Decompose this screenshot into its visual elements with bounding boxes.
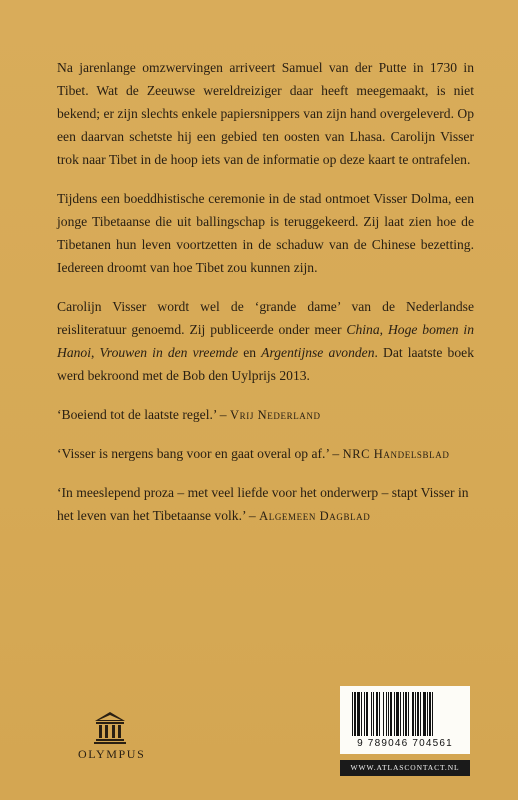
barcode-bar bbox=[408, 692, 409, 736]
book-title-china: China bbox=[346, 322, 380, 337]
temple-icon bbox=[93, 710, 127, 744]
barcode-bar bbox=[403, 692, 404, 736]
barcode-bar bbox=[420, 692, 421, 736]
barcode-number: 9 789046 704561 bbox=[357, 738, 453, 749]
barcode-bar bbox=[423, 692, 426, 736]
quote-text: ‘Boeiend tot de laatste regel.’ – bbox=[57, 407, 231, 422]
author-tail: . Dat laatste boek werd bekroond met de Bob den Uylprijs 2013. bbox=[57, 345, 474, 383]
website-label: WWW.ATLASCONTACT.NL bbox=[340, 760, 470, 776]
blurb-paragraph-1: Na jarenlange omzwervingen arriveert Samuel van der Putte in 1730 in Tibet. Wat de Zeeuwse wereldreiziger daar heeft meegemaakt, is niet bekend; er zijn slechts enkele papiersnippers van zijn hand overgeleverd. Op een daarvan schetste hij een gebied ten oosten van Lhasa. Carolijn Visser trok naar Tibet in de hoop iets van de informatie op deze kaart te ontrafelen. bbox=[57, 60, 474, 167]
barcode-bar bbox=[376, 692, 378, 736]
barcode-bar bbox=[390, 692, 392, 736]
blurb-paragraph-2: Tijdens een boeddhistische ceremonie in de stad ontmoet Visser Dolma, een jonge Tibetaanse die uit ballingschap is teruggekeerd. Zij laat zien hoe de Tibetanen hun leven voortzetten in de schaduw van de Chinese bezetting. Iedereen droomt van hoe Tibet zou kunnen zijn. bbox=[57, 191, 474, 275]
publisher-name: OLYMPUS bbox=[78, 747, 146, 761]
barcode-bar bbox=[357, 692, 360, 736]
barcode-bar bbox=[415, 692, 416, 736]
barcode-bar bbox=[364, 692, 365, 736]
quote-source: NRC Handelsblad bbox=[342, 447, 450, 461]
barcode-bar bbox=[400, 692, 401, 736]
barcode-bar bbox=[396, 692, 399, 736]
separator: en bbox=[238, 345, 262, 360]
separator: , bbox=[90, 345, 100, 360]
separator: , bbox=[379, 322, 388, 337]
review-quote bbox=[57, 481, 474, 528]
barcode-bar bbox=[383, 692, 384, 736]
barcode-bar bbox=[352, 692, 353, 736]
quote-text: ‘Visser is nergens bang voor en gaat overal op af.’ – bbox=[57, 446, 343, 461]
book-title-argentijnse: Argentijnse avonden bbox=[261, 345, 375, 360]
barcode-bar bbox=[405, 692, 407, 736]
barcode-bar bbox=[412, 692, 414, 736]
author-lead: Carolijn Visser wordt wel de ‘grande dame’ van de Nederlandse reisliteratuur genoemd. Zij publiceerde onder meer bbox=[57, 299, 474, 337]
publisher-logo bbox=[78, 710, 146, 762]
barcode-bar bbox=[388, 692, 389, 736]
review-quote bbox=[57, 442, 474, 466]
book-title-hoge-bomen: Hoge bomen in Hanoi bbox=[57, 322, 474, 360]
barcode-bar bbox=[427, 692, 428, 736]
barcode-bar bbox=[361, 692, 362, 736]
barcode-bar bbox=[417, 692, 419, 736]
barcode-bar bbox=[432, 692, 433, 736]
book-title-vrouwen: Vrouwen in den vreemde bbox=[99, 345, 239, 360]
barcode-bar bbox=[371, 692, 372, 736]
quote-source: Vrij Nederland bbox=[230, 408, 321, 422]
barcode-bar bbox=[354, 692, 356, 736]
barcode-bar bbox=[373, 692, 374, 736]
barcode-bar bbox=[379, 692, 380, 736]
blurb-text bbox=[57, 56, 474, 543]
barcode-bar bbox=[394, 692, 395, 736]
author-paragraph bbox=[57, 295, 474, 387]
quote-source: Algemeen Dagblad bbox=[259, 509, 371, 523]
barcode-bar bbox=[429, 692, 431, 736]
barcode-bars bbox=[350, 692, 460, 738]
quote-text: ‘In meeslepend proza – met veel liefde voor het onderwerp – stapt Visser in het leven van het Tibetaanse volk.’ – bbox=[57, 485, 469, 523]
barcode bbox=[340, 686, 470, 754]
review-quote bbox=[57, 403, 474, 427]
barcode-bar bbox=[366, 692, 368, 736]
barcode-bar bbox=[386, 692, 387, 736]
